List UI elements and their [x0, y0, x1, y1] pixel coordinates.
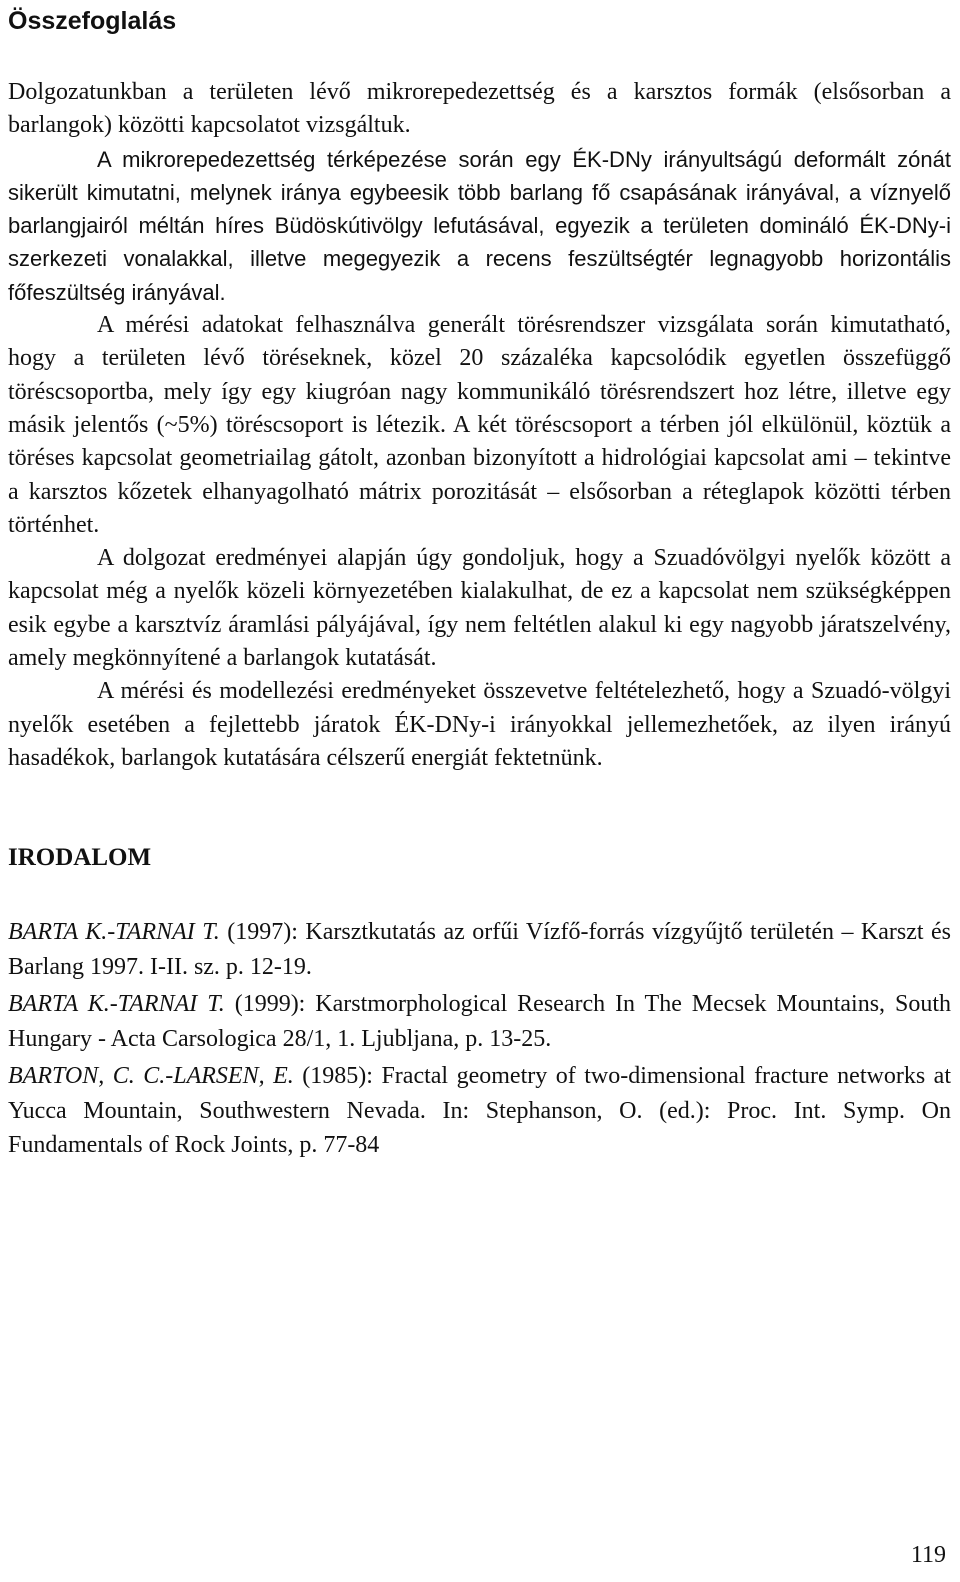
summary-paragraph-5: A mérési és modellezési eredményeket összevetve feltételezhető, hogy a Szuadó-völgyi nyelők esetében a fejlettebb járatok ÉK-DNy-i irányokkal jellemezhetőek, az ilyen irányú hasadékok, barlangok kutatására célszerű energiát fektetnünk. — [8, 678, 951, 771]
references-heading: IRODALOM — [8, 844, 152, 872]
reference-list — [8, 915, 951, 1163]
reference-item — [8, 915, 951, 984]
reference-text: (1985): Fractal geometry of two-dimensional fracture networks at Yucca Mountain, Southwestern Nevada. In: Stephanson, O. (ed.): Proc. Int. Symp. On Fundamentals of Rock Joints, p. 77-84 — [8, 1063, 951, 1159]
section-heading: Összefoglalás — [8, 7, 177, 35]
reference-text: (1999): Karstmorphological Research In The Mecsek Mountains, South Hungary - Acta Carsologica 28/1, 1. Ljubljana, p. 13-25. — [8, 991, 951, 1052]
document-page — [8, 0, 951, 1166]
reference-author: BARTON, C. C.-LARSEN, E. — [8, 1063, 294, 1090]
summary-paragraph-3: A mérési adatokat felhasználva generált törésrendszer vizsgálata során kimutatható, hogy a területen lévő töréseknek, közel 20 százaléka kapcsolódik egyetlen összefüggő töréscsoportba, mely így egy kiugróan nagy kommunikáló törésrendszert hoz létre, illetve egy másik jelentős (~5%) töréscsoport is létezik. A két töréscsoport a térben jól elkülönül, köztük a töréses kapcsolat geometriailag gátolt, azonban bizonyított a hidrológiai kapcsolat ami – tekintve a karsztos kőzetek elhanyagolható mátrix porozitását – elsősorban a réteglapok közötti térben történhet. — [8, 312, 951, 538]
summary-paragraph-1: Dolgozatunkban a területen lévő mikrorepedezettség és a karsztos formák (elsősorban a barlangok) közötti kapcsolatot vizsgáltuk. — [8, 79, 951, 139]
reference-author: BARTA K.-TARNAI T. — [8, 919, 220, 946]
reference-item — [8, 1059, 951, 1163]
reference-text: (1997): Karsztkutatás az orfűi Vízfő-forrás vízgyűjtő területén – Karszt és Barlang 1997. I-II. sz. p. 12-19. — [8, 919, 952, 980]
summary-paragraph-4: A dolgozat eredményei alapján úgy gondoljuk, hogy a Szuadóvölgyi nyelők között a kapcsolat még a nyelők közeli környezetében kialakulhat, de ez a kapcsolat nem szükségképpen esik egybe a karsztvíz áramlási pályájával, így nem feltétlen alakul ki egy nagyobb járatszelvény, amely megkönnyítené a barlangok kutatását. — [8, 545, 951, 672]
reference-item — [8, 987, 951, 1056]
reference-author: BARTA K.-TARNAI T. — [8, 991, 225, 1018]
summary-paragraph-2: A mikrorepedezettség térképezése során egy ÉK-DNy irányultságú deformált zónát sikerült kimutatni, melynek iránya egybeesik több barlang fő csapásának irányával, a víznyelő barlangjairól méltán híres Büdöskútivölgy lefutásával, egyezik a területen domináló ÉK-DNy-i szerkezeti vonalakkal, illetve megegyezik a recens feszültségtér legnagyobb horizontális főfeszültség irányával. — [8, 146, 951, 305]
page-number: 119 — [910, 1542, 946, 1568]
